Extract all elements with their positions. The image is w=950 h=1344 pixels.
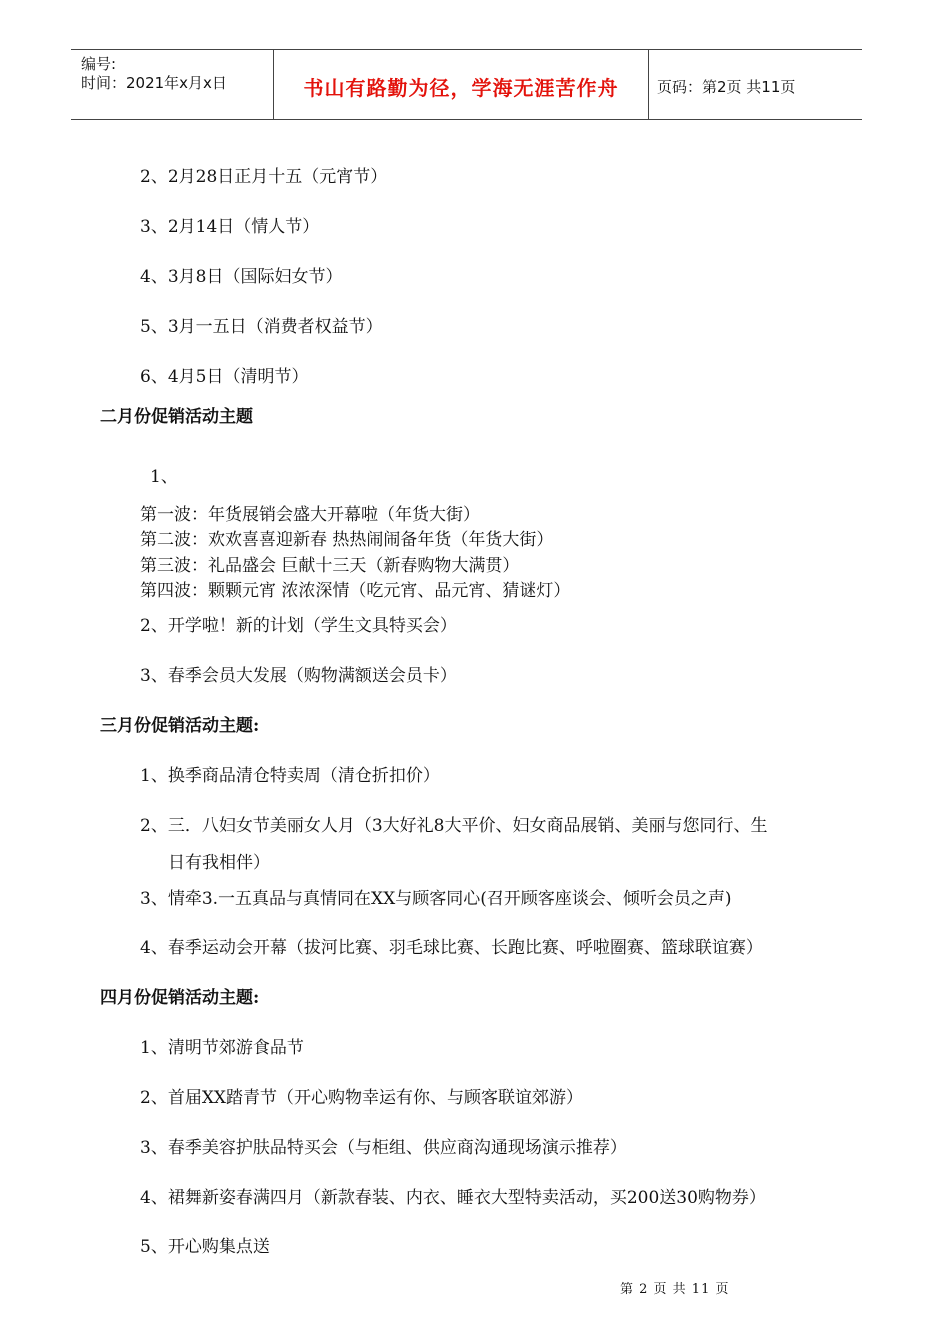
festival-item: 6、4月5日（清明节） bbox=[140, 367, 309, 387]
april-item: 2、首届XX踏青节（开心购物幸运有你、与顾客联谊郊游） bbox=[140, 1088, 584, 1108]
march-item-continuation: 日有我相伴） bbox=[168, 853, 270, 873]
march-item: 1、换季商品清仓特卖周（清仓折扣价） bbox=[140, 766, 440, 786]
april-item: 4、裙舞新姿春满四月（新款春装、内衣、睡衣大型特卖活动，买200送30购物券） bbox=[140, 1188, 766, 1208]
february-wave: 第四波：颗颗元宵 浓浓深情（吃元宵、品元宵、猜谜灯） bbox=[140, 581, 571, 601]
header-motto-cell bbox=[274, 50, 649, 119]
document-number-label: 编号: bbox=[81, 55, 117, 73]
april-heading: 四月份促销活动主题: bbox=[100, 988, 260, 1008]
header-page-number: 页码：第2页 共11页 bbox=[657, 78, 796, 96]
march-item: 4、春季运动会开幕（拔河比赛、羽毛球比赛、长跑比赛、呼啦圈赛、篮球联谊赛） bbox=[140, 938, 763, 958]
festival-item: 3、2月14日（情人节） bbox=[140, 217, 320, 237]
february-item: 3、春季会员大发展（购物满额送会员卡） bbox=[140, 666, 457, 686]
april-item: 1、清明节郊游食品节 bbox=[140, 1038, 304, 1058]
festival-item: 5、3月一五日（消费者权益节） bbox=[140, 317, 383, 337]
march-item: 2、三．八妇女节美丽女人月（3大好礼8大平价、妇女商品展销、美丽与您同行、生 bbox=[140, 816, 768, 836]
february-wave: 第三波：礼品盛会 巨献十三天（新春购物大满贯） bbox=[140, 556, 520, 576]
february-item: 1、 bbox=[150, 467, 178, 487]
april-item: 3、春季美容护肤品特买会（与柜组、供应商沟通现场演示推荐） bbox=[140, 1138, 627, 1158]
document-header bbox=[71, 49, 862, 120]
page-footer: 第 2 页 共 11 页 bbox=[620, 1282, 730, 1297]
festival-item: 2、2月28日正月十五（元宵节） bbox=[140, 167, 388, 187]
february-wave: 第二波：欢欢喜喜迎新春 热热闹闹备年货（年货大街） bbox=[140, 530, 554, 550]
february-heading: 二月份促销活动主题 bbox=[100, 407, 253, 427]
march-heading: 三月份促销活动主题: bbox=[100, 716, 260, 736]
header-page-cell bbox=[649, 50, 862, 119]
document-time-label: 时间：2021年x月x日 bbox=[81, 74, 227, 92]
february-item: 2、开学啦！新的计划（学生文具特买会） bbox=[140, 616, 457, 636]
march-item: 3、情牵3.一五真品与真情同在XX与顾客同心(召开顾客座谈会、倾听会员之声) bbox=[140, 889, 732, 909]
header-motto: 书山有路勤为径，学海无涯苦作舟 bbox=[303, 76, 619, 100]
february-wave: 第一波：年货展销会盛大开幕啦（年货大街） bbox=[140, 505, 480, 525]
header-meta-cell bbox=[71, 50, 274, 119]
april-item: 5、开心购集点送 bbox=[140, 1237, 270, 1257]
festival-item: 4、3月8日（国际妇女节） bbox=[140, 267, 343, 287]
